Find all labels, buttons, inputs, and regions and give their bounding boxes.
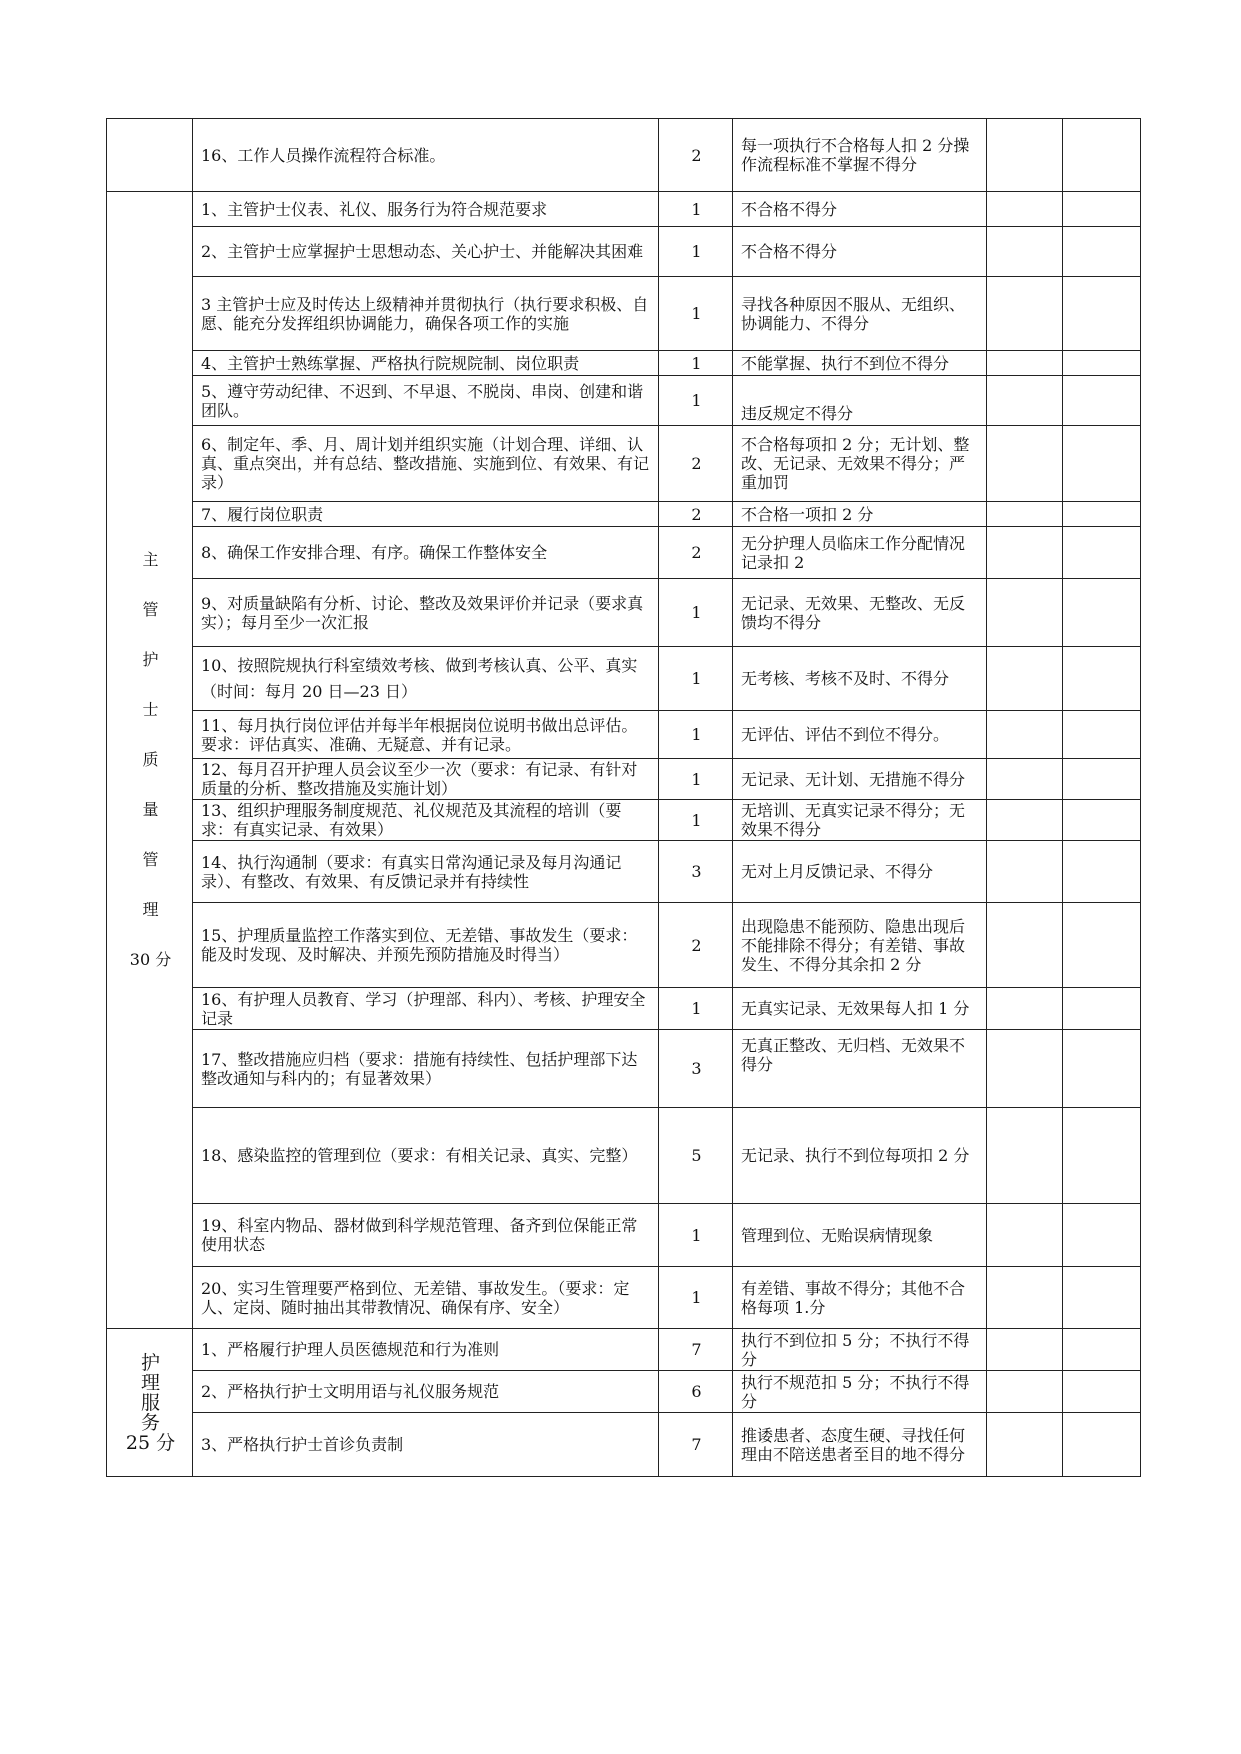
self-score-cell: [987, 426, 1063, 502]
standard-cell: 不合格不得分: [733, 192, 987, 227]
self-score-cell: [987, 1108, 1063, 1204]
score-cell: 1: [659, 711, 733, 759]
self-score-cell: [987, 351, 1063, 376]
item-cell: 16、有护理人员教育、学习（护理部、科内）、考核、护理安全记录: [193, 988, 659, 1030]
score-cell: 3: [659, 841, 733, 903]
standard-cell: 不能掌握、执行不到位不得分: [733, 351, 987, 376]
check-score-cell: [1063, 1267, 1141, 1329]
standard-cell: 无记录、执行不到位每项扣 2 分: [733, 1108, 987, 1204]
standard-cell: 出现隐患不能预防、隐患出现后不能排除不得分；有差错、事故发生、不得分其余扣 2 分: [733, 903, 987, 988]
standard-cell: 无真实记录、无效果每人扣 1 分: [733, 988, 987, 1030]
check-score-cell: [1063, 376, 1141, 426]
table-row: [107, 426, 1141, 502]
assessment-table-body: [107, 119, 1141, 1477]
score-cell: 1: [659, 988, 733, 1030]
check-score-cell: [1063, 759, 1141, 800]
table-row: [107, 502, 1141, 527]
check-score-cell: [1063, 903, 1141, 988]
standard-cell: 无对上月反馈记录、不得分: [733, 841, 987, 903]
score-cell: 1: [659, 376, 733, 426]
category-char: 主: [142, 550, 159, 569]
category-cell-empty: [107, 119, 193, 192]
category-char: 护: [140, 1351, 160, 1374]
self-score-cell: [987, 647, 1063, 711]
category-char: 士: [142, 700, 159, 719]
table-row: [107, 1267, 1141, 1329]
self-score-cell: [987, 277, 1063, 351]
category-char: 护: [142, 650, 159, 669]
score-cell: 1: [659, 227, 733, 277]
self-score-cell: [987, 1204, 1063, 1267]
table-row: [107, 988, 1141, 1030]
standard-cell: 无考核、考核不及时、不得分: [733, 647, 987, 711]
score-cell: 1: [659, 351, 733, 376]
self-score-cell: [987, 192, 1063, 227]
check-score-cell: [1063, 1108, 1141, 1204]
item-cell: 17、整改措施应归档（要求：措施有持续性、包括护理部下达整改通知与科内的；有显著效果）: [193, 1030, 659, 1108]
item-cell: 2、主管护士应掌握护士思想动态、关心护士、并能解决其困难: [193, 227, 659, 277]
table-row: [107, 1108, 1141, 1204]
table-row: [107, 1204, 1141, 1267]
score-cell: 2: [659, 426, 733, 502]
item-cell: 7、履行岗位职责: [193, 502, 659, 527]
category-char: 量: [142, 800, 159, 819]
standard-cell: 执行不到位扣 5 分；不执行不得分: [733, 1329, 987, 1371]
category-cell-supervisor: [107, 192, 193, 1329]
check-score-cell: [1063, 1030, 1141, 1108]
item-cell: 2、严格执行护士文明用语与礼仪服务规范: [193, 1371, 659, 1413]
self-score-cell: [987, 711, 1063, 759]
self-score-cell: [987, 527, 1063, 579]
self-score-cell: [987, 119, 1063, 192]
check-score-cell: [1063, 192, 1141, 227]
item-cell: 20、实习生管理要严格到位、无差错、事故发生。（要求：定人、定岗、随时抽出其带教情况、确保有序、安全）: [193, 1267, 659, 1329]
score-cell: 2: [659, 903, 733, 988]
score-cell: 7: [659, 1413, 733, 1477]
item-cell: 1、严格履行护理人员医德规范和行为准则: [193, 1329, 659, 1371]
standard-cell: 管理到位、无贻误病情现象: [733, 1204, 987, 1267]
check-score-cell: [1063, 579, 1141, 647]
table-row: [107, 711, 1141, 759]
standard-cell: 有差错、事故不得分；其他不合格每项 1.分: [733, 1267, 987, 1329]
check-score-cell: [1063, 800, 1141, 841]
category-char: 管: [142, 600, 159, 619]
category-char: 管: [142, 850, 159, 869]
score-cell: 2: [659, 119, 733, 192]
table-row: [107, 1329, 1141, 1371]
table-row: [107, 579, 1141, 647]
standard-cell: 寻找各种原因不服从、无组织、协调能力、不得分: [733, 277, 987, 351]
item-cell: 1、主管护士仪表、礼仪、服务行为符合规范要求: [193, 192, 659, 227]
category-char: 理: [142, 900, 159, 919]
score-cell: 1: [659, 1267, 733, 1329]
table-row: [107, 647, 1141, 711]
table-row: [107, 527, 1141, 579]
score-cell: 2: [659, 502, 733, 527]
check-score-cell: [1063, 1413, 1141, 1477]
category-char: 服: [140, 1391, 160, 1414]
item-cell: 10、按照院规执行科室绩效考核、做到考核认真、公平、真实（时间：每月 20 日—23 日）: [193, 647, 659, 711]
table-row: [107, 119, 1141, 192]
table-row: [107, 903, 1141, 988]
self-score-cell: [987, 1030, 1063, 1108]
category-label: [115, 535, 186, 985]
check-score-cell: [1063, 426, 1141, 502]
category-score: 30 分: [129, 950, 172, 969]
standard-cell: 不合格不得分: [733, 227, 987, 277]
item-cell: 16、工作人员操作流程符合标准。: [193, 119, 659, 192]
self-score-cell: [987, 376, 1063, 426]
table-row: [107, 192, 1141, 227]
standard-cell: 无记录、无计划、无措施不得分: [733, 759, 987, 800]
item-cell: 13、组织护理服务制度规范、礼仪规范及其流程的培训（要求：有真实记录、有效果）: [193, 800, 659, 841]
check-score-cell: [1063, 1329, 1141, 1371]
check-score-cell: [1063, 277, 1141, 351]
table-row: [107, 1371, 1141, 1413]
score-cell: 2: [659, 527, 733, 579]
item-cell: 11、每月执行岗位评估并每半年根据岗位说明书做出总评估。要求：评估真实、准确、无疑意、并有记录。: [193, 711, 659, 759]
self-score-cell: [987, 988, 1063, 1030]
category-cell-nursing-service: [107, 1329, 193, 1477]
self-score-cell: [987, 841, 1063, 903]
score-cell: 7: [659, 1329, 733, 1371]
standard-cell: 无评估、评估不到位不得分。: [733, 711, 987, 759]
item-cell: 5、遵守劳动纪律、不迟到、不早退、不脱岗、串岗、创建和谐团队。: [193, 376, 659, 426]
standard-cell: 每一项执行不合格每人扣 2 分操作流程标准不掌握不得分: [733, 119, 987, 192]
standard-cell: 推诿患者、态度生硬、寻找任何理由不陪送患者至目的地不得分: [733, 1413, 987, 1477]
standard-cell: 无分护理人员临床工作分配情况记录扣 2: [733, 527, 987, 579]
category-label: [115, 1353, 186, 1453]
self-score-cell: [987, 579, 1063, 647]
item-cell: 3 主管护士应及时传达上级精神并贯彻执行（执行要求积极、自愿、能充分发挥组织协调能力，确保各项工作的实施: [193, 277, 659, 351]
table-row: [107, 277, 1141, 351]
score-cell: 1: [659, 277, 733, 351]
table-row: [107, 1030, 1141, 1108]
score-cell: 5: [659, 1108, 733, 1204]
score-cell: 1: [659, 579, 733, 647]
standard-cell: 执行不规范扣 5 分；不执行不得分: [733, 1371, 987, 1413]
table-row: [107, 800, 1141, 841]
category-char: 质: [142, 750, 159, 769]
item-cell: 12、每月召开护理人员会议至少一次（要求：有记录、有针对质量的分析、整改措施及实施计划）: [193, 759, 659, 800]
table-row: [107, 351, 1141, 376]
item-cell: 14、执行沟通制（要求：有真实日常沟通记录及每月沟通记录）、有整改、有效果、有反馈记录并有持续性: [193, 841, 659, 903]
check-score-cell: [1063, 351, 1141, 376]
standard-cell: 无培训、无真实记录不得分；无效果不得分: [733, 800, 987, 841]
self-score-cell: [987, 1267, 1063, 1329]
score-cell: 1: [659, 647, 733, 711]
category-score: 25 分: [125, 1431, 176, 1454]
check-score-cell: [1063, 527, 1141, 579]
check-score-cell: [1063, 988, 1141, 1030]
check-score-cell: [1063, 711, 1141, 759]
category-char: 理: [140, 1371, 160, 1394]
standard-cell: 无真正整改、无归档、无效果不得分: [733, 1030, 987, 1108]
score-cell: 1: [659, 800, 733, 841]
standard-cell: 不合格一项扣 2 分: [733, 502, 987, 527]
item-cell: 18、感染监控的管理到位（要求：有相关记录、真实、完整）: [193, 1108, 659, 1204]
self-score-cell: [987, 227, 1063, 277]
category-char: 务: [140, 1411, 160, 1434]
score-cell: 1: [659, 759, 733, 800]
item-cell: 3、严格执行护士首诊负责制: [193, 1413, 659, 1477]
standard-cell: 无记录、无效果、无整改、无反馈均不得分: [733, 579, 987, 647]
check-score-cell: [1063, 1204, 1141, 1267]
check-score-cell: [1063, 119, 1141, 192]
self-score-cell: [987, 903, 1063, 988]
table-row: [107, 841, 1141, 903]
table-row: [107, 1413, 1141, 1477]
item-cell: 8、确保工作安排合理、有序。确保工作整体安全: [193, 527, 659, 579]
item-cell: 9、对质量缺陷有分析、讨论、整改及效果评价并记录（要求真实）；每月至少一次汇报: [193, 579, 659, 647]
score-cell: 1: [659, 1204, 733, 1267]
check-score-cell: [1063, 227, 1141, 277]
table-row: [107, 376, 1141, 426]
score-cell: 1: [659, 192, 733, 227]
check-score-cell: [1063, 647, 1141, 711]
standard-cell: 不合格每项扣 2 分；无计划、整改、无记录、无效果不得分；严重加罚: [733, 426, 987, 502]
score-cell: 3: [659, 1030, 733, 1108]
score-cell: 6: [659, 1371, 733, 1413]
check-score-cell: [1063, 502, 1141, 527]
check-score-cell: [1063, 1371, 1141, 1413]
standard-cell: 违反规定不得分: [733, 376, 987, 426]
item-cell: 19、科室内物品、器材做到科学规范管理、备齐到位保能正常使用状态: [193, 1204, 659, 1267]
table-row: [107, 227, 1141, 277]
self-score-cell: [987, 800, 1063, 841]
item-cell: 4、主管护士熟练掌握、严格执行院规院制、岗位职责: [193, 351, 659, 376]
item-cell: 15、护理质量监控工作落实到位、无差错、事故发生（要求：能及时发现、及时解决、并预先预防措施及时得当）: [193, 903, 659, 988]
self-score-cell: [987, 1329, 1063, 1371]
self-score-cell: [987, 1413, 1063, 1477]
self-score-cell: [987, 502, 1063, 527]
self-score-cell: [987, 759, 1063, 800]
assessment-table: [106, 118, 1141, 1477]
item-cell: 6、制定年、季、月、周计划并组织实施（计划合理、详细、认真、重点突出，并有总结、整改措施、实施到位、有效果、有记录）: [193, 426, 659, 502]
table-row: [107, 759, 1141, 800]
check-score-cell: [1063, 841, 1141, 903]
self-score-cell: [987, 1371, 1063, 1413]
